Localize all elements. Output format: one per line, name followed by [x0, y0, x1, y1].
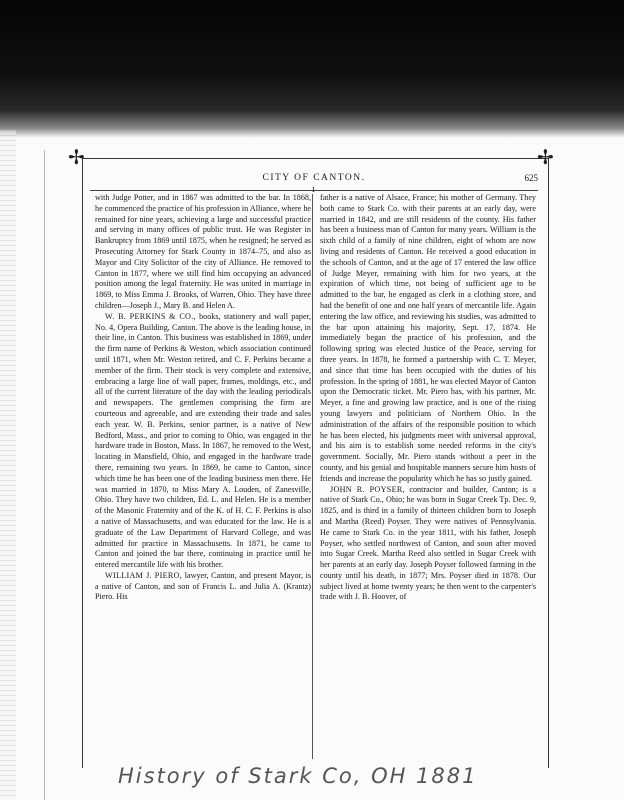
handwritten-source-note: History of Stark Co, OH 1881 [118, 764, 478, 788]
continued-paragraph [95, 193, 311, 312]
scan-left-page-edge [0, 130, 16, 800]
running-title: CITY OF CANTON. [262, 173, 366, 183]
entry-heading: W. B. PERKINS & CO., [105, 311, 196, 321]
header-rule [90, 190, 538, 191]
scan-left-margin-line [44, 150, 45, 800]
running-header [90, 173, 538, 187]
frame-right-rule [548, 158, 549, 768]
text-column-left [95, 193, 311, 759]
continued-paragraph [320, 193, 536, 485]
text-column-right [320, 193, 536, 759]
paragraph-text: books, stationery and wall paper, No. 4, Opera Building, Canton. The above is the leading house, in their line, in Canton. This business was established in 1869, under the firm name of Perkins & Weston, which association continued until 1871, when Mr. Weston retired, and C. F. Perkins became a member of the firm. Their stock is very complete and extensive, embracing a large line of wall paper, frames, moldings, etc., and all of the current literature of the day with the leading periodicals and newspapers. The gentlemen comprising the firm are courteous and agreeable, and are extending their trade and sales each year. W. B. Perkins, senior partner, is a native of New Bedford, Mass., and prior to coming to Ohio, was engaged in the hardware trade in Boston, Mass. In 1867, he removed to the West, locating in Mansfield, Ohio, and engaged in the hardware trade there, remaining two years. In 1869, he came to Canton, since which time he has been one of the leading business men there. He was married in 1870, to Miss Mary A. Louden, of Zanesville, Ohio. They have two children, Ed. L. and Helen. He is a member of the Masonic Fraternity and of the K. of H. C. F. Perkins is also a native of Massachusetts, and was educated for the law. He is a graduate of the Law Department of Harvard College, and was admitted for practice in Massachusetts. In 1871, he came to Canton and joined the bar there, continuing in practice until he entered mercantile life with his brother. [95, 311, 311, 570]
biography-paragraph [320, 485, 536, 604]
page-number: 625 [524, 173, 538, 183]
paragraph-text: with Judge Potter, and in 1867 was admitted to the bar. In 1868, he commenced the practice of his profession in Alliance, where he remained for nine years, achieving a large and successful practice and serving in many offices of public trust. He was Register in Bankruptcy from 1869 until 1875, when he resigned; he served as Prosecuting Attorney for Stark County in 1874–75, and also as Mayor and City Solicitor of the city of Alliance. He removed to Canton in 1877, where we still find him occupying an advanced position among the legal fraternity. He was united in marriage in 1869, to Miss Emma J. Brooks, of Warren, Ohio. They have three children—Joseph J., Mary B. and Helen A. [95, 193, 311, 310]
biography-paragraph [95, 312, 311, 571]
corner-ornament-left: ✢ [68, 147, 85, 169]
column-divider [312, 194, 313, 759]
entry-heading: JOHN R. POYSER, [330, 484, 405, 494]
paragraph-text: father is a native of Alsace, France; his mother of Germany. They both came to Stark Co. with their parents at an early day, were married in 1842, and are still residents of the county. His father has been a business man of Canton for many years. William is the sixth child of a family of nine children, eight of whom are now living and residents of Canton. He received a good education in the schools of Canton, and at the age of 17 entered the law office of Judge Meyer, remaining with him for two years, at the expiration of which time, not being of sufficient age to be admitted to the bar, he engaged as clerk in a clothing store, and had the benefit of one and one half years of mercantile life. Again entering the law office, and reviewing his studies, was admitted to the bar upon attaining his majority, Sept. 17, 1874. He immediately began the practice of his profession, and the following spring was elected Justice of the Peace, serving for three years. In 1878, he formed a partnership with C. T. Meyer, and since that time has been occupied with the duties of his profession. In the spring of 1881, he was elected Mayor of Canton upon the Democratic ticket. Mr. Piero has, with his partner, Mr. Meyer, a fine and growing law practice, and is one of the rising young lawyers and politicians of Northern Ohio. In the administration of the affairs of the responsible position to which he has been elected, his judgments meet with universal approval, and his aim is to establish some needed reforms in the city's government. Socially, Mr. Piero stands without a peer in the county, and his genial and hospitable manners secure him hosts of friends and increase the popularity which he has so justly gained. [320, 193, 536, 483]
corner-ornament-right: ✢ [537, 147, 554, 169]
scan-dark-top-band [0, 0, 624, 138]
paragraph-text: lawyer, Canton, and present Mayor, is a native of Canton, and son of Francis L. and Julia A. (Krantz) Piero. His [95, 570, 311, 602]
paragraph-text: contractor and builder, Canton; is a native of Stark Co., Ohio; he was born in Sugar Creek Tp. Dec. 9, 1825, and is third in a family of thirteen children born to Joseph and Martha (Reed) Poyser. They were natives of Pennsylvania. He came to Stark Co. in the year 1811, with his father, Joseph Poyser, who settled northwest of Canton, and soon after moved into Sugar Creek. Martha Reed also settled in Sugar Creek with her parents at an early day. Joseph Poyser followed farming in the county until his death, in 1877; Mrs. Poyser died in 1878. Our subject lived at home twenty years; he then went to the carpenter's trade with J. B. Hoover, of [320, 484, 536, 602]
entry-heading: WILLIAM J. PIERO, [105, 570, 183, 580]
frame-left-rule [82, 158, 83, 768]
frame-top-rule [82, 158, 548, 159]
biography-paragraph [95, 571, 311, 603]
